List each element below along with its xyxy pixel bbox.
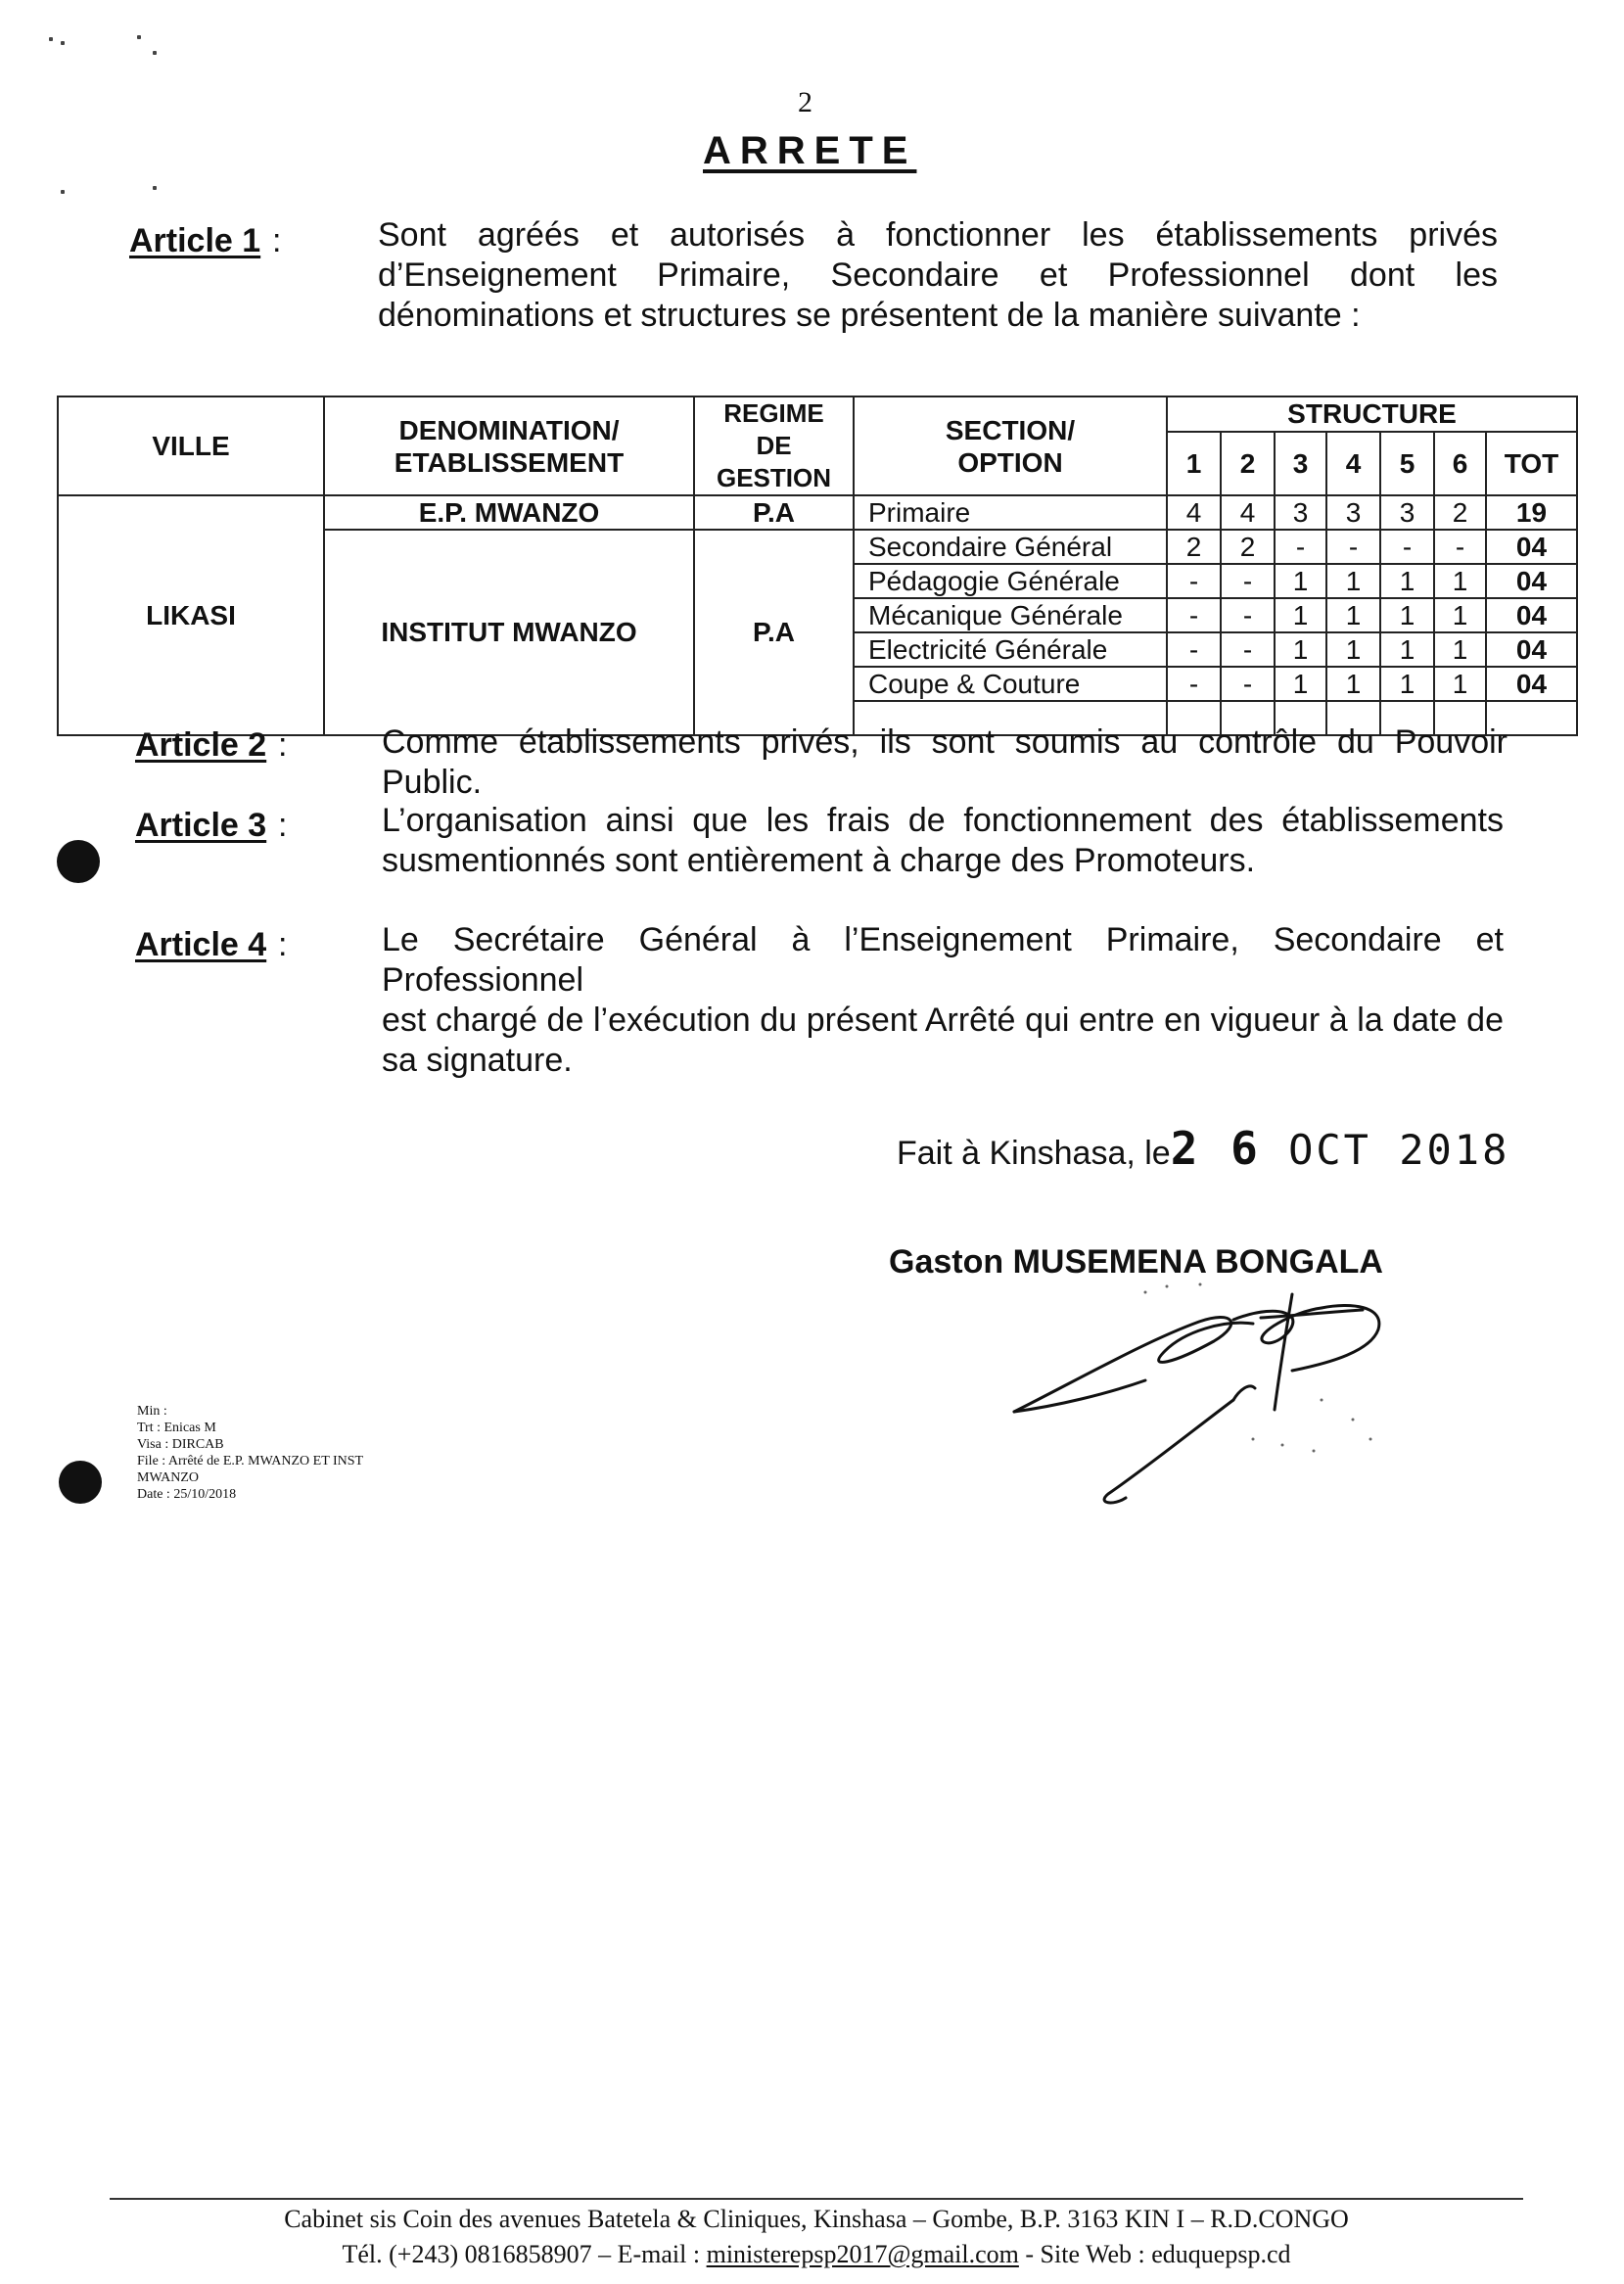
- structure-cell: -: [1221, 598, 1275, 632]
- reference-block: [137, 1403, 363, 1503]
- scan-speck: [137, 35, 141, 39]
- structure-cell: 3: [1275, 495, 1326, 530]
- article-3-text: [382, 801, 1504, 881]
- footer-email-link[interactable]: ministerepsp2017@gmail.com: [706, 2240, 1019, 2268]
- section-cell: Coupe & Couture: [854, 667, 1167, 701]
- scan-speck: [49, 37, 53, 41]
- article-2-text: [382, 722, 1508, 803]
- structure-cell: 3: [1326, 495, 1380, 530]
- scan-speck: [61, 41, 65, 45]
- header-regime-line: DE: [756, 431, 792, 460]
- structure-cell: 1: [1380, 564, 1434, 598]
- header-regime: [694, 396, 854, 495]
- date-stamp-month-year: OCT 2018: [1288, 1126, 1510, 1174]
- total-cell: 04: [1486, 564, 1577, 598]
- article-2-colon: :: [278, 726, 288, 764]
- article-1-line: d’Enseignement Primaire, Secondaire et Professionnel dont les: [378, 256, 1498, 294]
- establishment-name: INSTITUT MWANZO: [324, 530, 694, 735]
- structure-cell: 2: [1167, 530, 1221, 564]
- reference-line: MWANZO: [137, 1470, 199, 1485]
- total-cell: 04: [1486, 632, 1577, 667]
- article-4-line: Le Secrétaire Général à l’Enseignement Primaire, Secondaire et Professionnel: [382, 921, 1504, 999]
- structure-cell: -: [1275, 530, 1326, 564]
- handwritten-signature: [998, 1273, 1410, 1527]
- structure-cell: 1: [1326, 632, 1380, 667]
- structure-cell: 4: [1167, 495, 1221, 530]
- place-date: [897, 1122, 1509, 1175]
- structure-cell: 1: [1434, 667, 1486, 701]
- article-2-line: Comme établissements privés, ils sont soumis au contrôle du Pouvoir Public.: [382, 723, 1508, 801]
- section-cell: Secondaire Général: [854, 530, 1167, 564]
- scan-speck: [153, 51, 157, 55]
- article-4-colon: :: [278, 926, 288, 963]
- article-4-line: est chargé de l’exécution du présent Arrêté qui entre en vigueur à la date de: [382, 1002, 1504, 1039]
- section-cell: Mécanique Générale: [854, 598, 1167, 632]
- header-total: TOT: [1486, 432, 1577, 495]
- date-stamp: [1170, 1122, 1510, 1175]
- regime-cell: P.A: [694, 530, 854, 735]
- header-section: [854, 396, 1167, 495]
- scan-speck: [61, 190, 65, 194]
- structure-cell: 1: [1275, 632, 1326, 667]
- article-2-label: Article 2: [135, 726, 267, 764]
- structure-cell: -: [1221, 564, 1275, 598]
- structure-cell: -: [1221, 632, 1275, 667]
- document-title: ARRETE: [703, 129, 917, 172]
- section-cell: Primaire: [854, 495, 1167, 530]
- section-cell: Electricité Générale: [854, 632, 1167, 667]
- structure-cell: 1: [1434, 632, 1486, 667]
- header-denomination-line: DENOMINATION/: [398, 414, 620, 445]
- structure-cell: -: [1167, 564, 1221, 598]
- signatory-name: Gaston MUSEMENA BONGALA: [889, 1243, 1383, 1281]
- establishment-name: E.P. MWANZO: [324, 495, 694, 530]
- header-denomination-line: ETABLISSEMENT: [394, 446, 625, 478]
- article-3-line: susmentionnés sont entièrement à charge des Promoteurs.: [382, 842, 1256, 879]
- header-structure: STRUCTURE: [1167, 396, 1577, 432]
- total-cell: 19: [1486, 495, 1577, 530]
- article-3-colon: :: [278, 807, 288, 844]
- structure-cell: 1: [1326, 564, 1380, 598]
- article-1-text: [378, 215, 1498, 336]
- page-number: 2: [798, 86, 812, 118]
- structure-cell: 1: [1275, 667, 1326, 701]
- structure-cell: -: [1380, 530, 1434, 564]
- structure-cell: 1: [1326, 598, 1380, 632]
- section-cell: Pédagogie Générale: [854, 564, 1167, 598]
- structure-cell: 2: [1221, 530, 1275, 564]
- place-prefix: Fait à Kinshasa, le: [897, 1135, 1171, 1172]
- header-year: 5: [1380, 432, 1434, 495]
- reference-line: File : Arrêté de E.P. MWANZO ET INST: [137, 1454, 364, 1468]
- footer-phone: Tél. (+243) 0816858907 – E-mail :: [342, 2240, 701, 2268]
- total-cell: 04: [1486, 530, 1577, 564]
- article-3-line: L’organisation ainsi que les frais de fonctionnement des établissements: [382, 802, 1504, 839]
- article-4-text: [382, 920, 1504, 1081]
- header-regime-line: REGIME: [723, 398, 824, 428]
- scan-speck: [153, 186, 157, 190]
- structure-cell: -: [1221, 667, 1275, 701]
- header-section-line: SECTION/: [945, 414, 1076, 445]
- punch-hole: [57, 840, 100, 883]
- structure-table: [57, 396, 1578, 736]
- article-3-label: Article 3: [135, 807, 267, 844]
- header-ville: VILLE: [58, 396, 324, 495]
- structure-cell: -: [1167, 667, 1221, 701]
- article-1-colon: :: [272, 222, 282, 259]
- header-section-line: OPTION: [957, 446, 1063, 478]
- article-4-label: Article 4: [135, 926, 267, 963]
- article-1-line: Sont agréés et autorisés à fonctionner les établissements privés: [378, 216, 1498, 254]
- header-year: 3: [1275, 432, 1326, 495]
- structure-cell: -: [1326, 530, 1380, 564]
- structure-cell: 1: [1380, 598, 1434, 632]
- structure-cell: 1: [1434, 598, 1486, 632]
- structure-cell: 1: [1380, 632, 1434, 667]
- header-year: 2: [1221, 432, 1275, 495]
- structure-cell: 1: [1275, 564, 1326, 598]
- reference-line: Trt : Enicas M: [137, 1421, 216, 1435]
- structure-cell: 4: [1221, 495, 1275, 530]
- structure-cell: -: [1167, 598, 1221, 632]
- article-4-line: sa signature.: [382, 1042, 573, 1079]
- footer-contact: [110, 2240, 1523, 2269]
- date-stamp-day: 2 6: [1170, 1122, 1261, 1175]
- footer-rule: [110, 2198, 1523, 2200]
- article-1-line: dénominations et structures se présentent de la manière suivante :: [378, 297, 1361, 334]
- header-regime-line: GESTION: [716, 463, 831, 492]
- reference-line: Date : 25/10/2018: [137, 1487, 237, 1502]
- structure-cell: -: [1434, 530, 1486, 564]
- structure-cell: 2: [1434, 495, 1486, 530]
- total-cell: 04: [1486, 598, 1577, 632]
- regime-cell: P.A: [694, 495, 854, 530]
- header-year: 6: [1434, 432, 1486, 495]
- structure-cell: 1: [1434, 564, 1486, 598]
- article-1-label: Article 1: [129, 222, 261, 259]
- reference-line: Visa : DIRCAB: [137, 1437, 224, 1452]
- reference-line: Min :: [137, 1404, 167, 1419]
- footer-address: Cabinet sis Coin des avenues Batetela & Cliniques, Kinshasa – Gombe, B.P. 3163 KIN I – R.D.CONGO: [284, 2205, 1349, 2233]
- punch-hole: [59, 1461, 102, 1504]
- total-cell: 04: [1486, 667, 1577, 701]
- structure-cell: 1: [1326, 667, 1380, 701]
- header-year: 4: [1326, 432, 1380, 495]
- header-denomination: [324, 396, 694, 495]
- structure-cell: -: [1167, 632, 1221, 667]
- structure-cell: 1: [1275, 598, 1326, 632]
- footer-website: - Site Web : eduquepsp.cd: [1025, 2240, 1291, 2268]
- header-year: 1: [1167, 432, 1221, 495]
- table-row: [58, 495, 1577, 530]
- ville-cell: LIKASI: [58, 495, 324, 735]
- structure-cell: 1: [1380, 667, 1434, 701]
- structure-cell: 3: [1380, 495, 1434, 530]
